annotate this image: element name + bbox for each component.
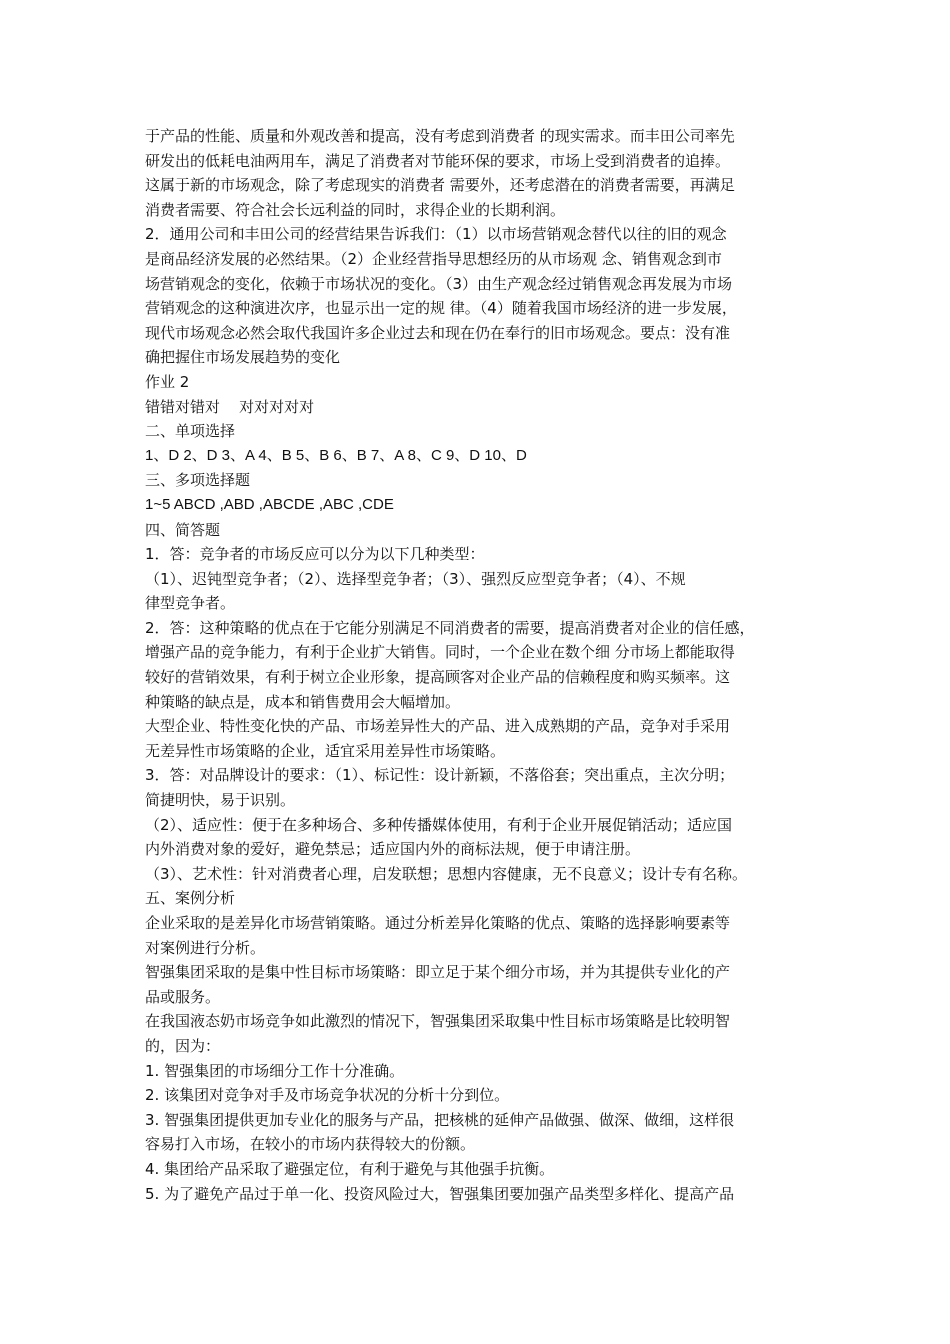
- text-line: 较好的营销效果，有利于树立企业形象，提高顾客对企业产品的信赖程度和购买频率。这: [145, 668, 731, 687]
- text-line: 5. 为了避免产品过于单一化、投资风险过大，智强集团要加强产品类型多样化、提高产品: [145, 1184, 735, 1203]
- text-line: 2. 该集团对竞争对手及市场竞争状况的分析十分到位。: [145, 1086, 510, 1105]
- text-line: 企业采取的是差异化市场营销策略。通过分析差异化策略的优点、策略的选择影响要素等: [145, 914, 731, 932]
- text-line: 律型竞争者。: [145, 594, 236, 613]
- text-line: 错错对错对 对对对对对: [145, 397, 315, 416]
- section-heading: 三、多项选择题: [145, 471, 251, 490]
- text-line: 研发出的低耗电油两用车，满足了消费者对节能环保的要求，市场上受到消费者的追捧。: [145, 151, 731, 170]
- text-line: 3．答：对品牌设计的要求：（1）、标记性：设计新颖，不落俗套；突出重点，主次分明；: [145, 766, 735, 785]
- text-line: 场营销观念的变化，依赖于市场状况的变化。（3）由生产观念经过销售观念再发展为市场: [145, 274, 733, 293]
- text-line: 营销观念的这种演进次序，也显示出一定的规 律。（4）随着我国市场经济的进一步发展，: [145, 299, 737, 318]
- section-heading: 作业 2: [145, 372, 190, 391]
- text-line: 消费者需要、符合社会长远利益的同时，求得企业的长期利润。: [145, 200, 566, 219]
- text-line: 容易打入市场，在较小的市场内获得较大的份额。: [145, 1135, 476, 1154]
- text-line: 无差异性市场策略的企业，适宜采用差异性市场策略。: [145, 741, 506, 760]
- section-heading: 四、简答题: [145, 520, 221, 539]
- text-line: 确把握住市场发展趋势的变化: [145, 348, 341, 367]
- text-line: 3. 智强集团提供更加专业化的服务与产品，把核桃的延伸产品做强、做深、做细，这样很: [145, 1110, 735, 1129]
- text-line: 1. 智强集团的市场细分工作十分准确。: [145, 1061, 405, 1080]
- text-line: 1．答：竞争者的市场反应可以分为以下几种类型：: [145, 545, 485, 564]
- answer-line: 1~5 ABCD ,ABD ,ABCDE ,ABC ,CDE: [145, 495, 394, 513]
- text-line: 种策略的缺点是，成本和销售费用会大幅增加。: [145, 692, 461, 711]
- text-line: 的，因为：: [145, 1036, 221, 1055]
- text-line: 在我国液态奶市场竞争如此激烈的情况下，智强集团采取集中性目标市场策略是比较明智: [145, 1012, 731, 1031]
- text-line: 内外消费对象的爱好，避免禁忌；适应国内外的商标法规，便于申请注册。: [145, 840, 641, 859]
- text-line: 智强集团采取的是集中性目标市场策略：即立足于某个细分市场，并为其提供专业化的产: [145, 963, 731, 982]
- text-line: （1）、迟钝型竞争者；（2）、选择型竞争者；（3）、强烈反应型竞争者；（4）、不规: [145, 569, 686, 588]
- text-line: 品或服务。: [145, 987, 221, 1006]
- text-line: 对案例进行分析。: [145, 938, 266, 957]
- text-line: 增强产品的竞争能力，有利于企业扩大销售。同时，一个企业在数个细 分市场上都能取得: [145, 643, 735, 662]
- text-line: 简捷明快，易于识别。: [145, 791, 296, 810]
- section-heading: 二、单项选择: [145, 422, 236, 441]
- text-line: 于产品的性能、质量和外观改善和提高，没有考虑到消费者 的现实需求。而丰田公司率先: [145, 127, 735, 145]
- text-line: 2．通用公司和丰田公司的经营结果告诉我们：（1）以市场营销观念替代以往的旧的观念: [145, 225, 727, 244]
- answer-line: 1、D 2、D 3、A 4、B 5、B 6、B 7、A 8、C 9、D 10、D: [145, 446, 527, 464]
- text-line: （2）、适应性：便于在多种场合、多种传播媒体使用，有利于企业开展促销活动；适应国: [145, 815, 733, 834]
- text-line: （3）、艺术性：针对消费者心理，启发联想；思想内容健康，无不良意义；设计专有名称。: [145, 864, 748, 883]
- text-line: 现代市场观念必然会取代我国许多企业过去和现在仍在奉行的旧市场观念。要点：没有准: [145, 323, 731, 342]
- text-line: 4. 集团给产品采取了避强定位，有利于避免与其他强手抗衡。: [145, 1159, 555, 1178]
- text-line: 这属于新的市场观念，除了考虑现实的消费者 需要外，还考虑潜在的消费者需要，再满足: [145, 176, 735, 195]
- text-line: 是商品经济发展的必然结果。（2）企业经营指导思想经历的从市场观 念、销售观念到市: [145, 249, 722, 268]
- section-heading: 五、案例分析: [145, 889, 236, 908]
- document-body: [145, 124, 820, 1206]
- text-line: 大型企业、特性变化快的产品、市场差异性大的产品、进入成熟期的产品，竞争对手采用: [145, 717, 731, 736]
- text-line: 2．答：这种策略的优点在于它能分别满足不同消费者的需要，提高消费者对企业的信任感，: [145, 618, 755, 637]
